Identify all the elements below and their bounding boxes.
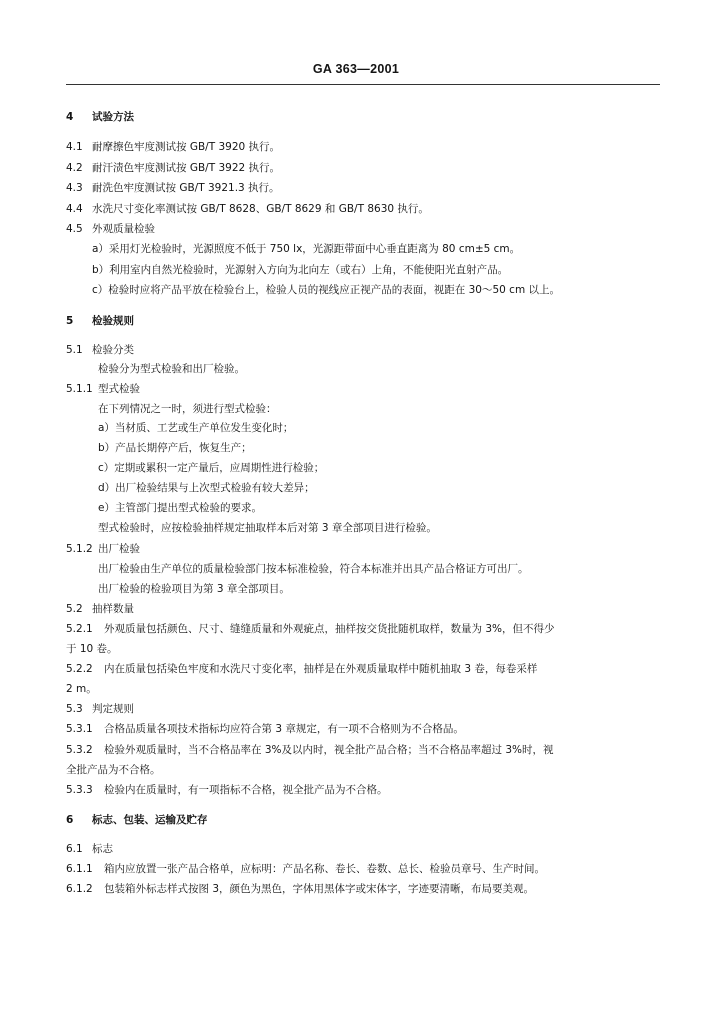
clause-number: 4.2 xyxy=(66,162,83,174)
clause-number: 6.1 xyxy=(66,843,83,855)
clause-5-1-1-a: a）当材质、工艺或生产单位发生变化时； xyxy=(98,422,294,434)
clause-5-1-1-b: b）产品长期停产后，恢复生产； xyxy=(98,442,252,454)
clause-text: 水洗尺寸变化率测试按 GB/T 8628、GB/T 8629 和 GB/T 8630 执行。 xyxy=(92,203,429,215)
clause-number: 5.3.1 xyxy=(66,723,93,735)
clause-number: 4.1 xyxy=(66,141,83,153)
clause-number: 5.3.3 xyxy=(66,784,93,796)
clause-text: 外观质量包括颜色、尺寸、缝缝质量和外观疵点，抽样按交货批随机取样，数量为 3%，但不得少 xyxy=(104,623,555,635)
clause-4-5 xyxy=(66,222,155,236)
clause-5-1-1-e: e）主管部门提出型式检验的要求。 xyxy=(98,502,262,514)
clause-text: 合格品质量各项技术指标均应符合第 3 章规定，有一项不合格则为不合格品。 xyxy=(104,723,464,735)
clause-text: 检验内在质量时，有一项指标不合格，视全批产品为不合格。 xyxy=(104,784,388,796)
clause-text: 包装箱外标志样式按图 3，颜色为黑色，字体用黑体字或宋体字，字迹要清晰，布局要美观。 xyxy=(104,883,535,895)
clause-title: 判定规则 xyxy=(92,703,134,715)
section-number: 5 xyxy=(66,315,74,327)
clause-title: 出厂检验 xyxy=(98,543,140,555)
section-title: 标志、包装、运输及贮存 xyxy=(92,814,208,826)
clause-5-1-1 xyxy=(66,382,140,396)
clause-number: 5.2 xyxy=(66,603,83,615)
clause-number: 6.1.1 xyxy=(66,863,93,875)
section-4-heading xyxy=(66,110,134,124)
clause-number: 5.2.2 xyxy=(66,663,93,675)
clause-number: 5.1.2 xyxy=(66,543,93,555)
clause-5-2-2-cont: 2 m。 xyxy=(66,683,97,695)
section-title: 试验方法 xyxy=(92,111,134,123)
section-number: 4 xyxy=(66,111,74,123)
clause-4-4 xyxy=(66,202,429,216)
clause-5-1-2 xyxy=(66,542,140,556)
clause-text: 耐摩擦色牢度测试按 GB/T 3920 执行。 xyxy=(92,141,281,153)
clause-4-5-c: c）检验时应将产品平放在检验台上，检验人员的视线应正视产品的表面，视距在 30～50 cm 以上。 xyxy=(92,284,561,296)
clause-5-3-2-cont: 全批产品为不合格。 xyxy=(66,764,161,776)
clause-4-3 xyxy=(66,181,280,195)
header-rule xyxy=(66,84,660,85)
clause-number: 4.3 xyxy=(66,182,83,194)
section-6-heading xyxy=(66,813,208,827)
clause-number: 4.4 xyxy=(66,203,83,215)
section-number: 6 xyxy=(66,814,74,826)
clause-5-2-2 xyxy=(66,662,537,676)
clause-text: 耐汗渍色牢度测试按 GB/T 3922 执行。 xyxy=(92,162,281,174)
clause-number: 5.1.1 xyxy=(66,383,93,395)
clause-5-1-1-tail: 型式检验时，应按检验抽样规定抽取样本后对第 3 章全部项目进行检验。 xyxy=(98,522,437,534)
clause-5-3-3 xyxy=(66,783,388,797)
clause-text: 内在质量包括染色牢度和水洗尺寸变化率，抽样是在外观质量取样中随机抽取 3 卷，每卷采样 xyxy=(104,663,538,675)
clause-4-1 xyxy=(66,140,280,154)
clause-number: 5.1 xyxy=(66,344,83,356)
clause-number: 5.2.1 xyxy=(66,623,93,635)
clause-number: 5.3.2 xyxy=(66,744,93,756)
clause-5-1 xyxy=(66,343,134,357)
clause-title: 外观质量检验 xyxy=(92,223,155,235)
clause-text: 检验外观质量时，当不合格品率在 3%及以内时，视全批产品合格；当不合格品率超过 3%时，视 xyxy=(104,744,554,756)
clause-6-1-1 xyxy=(66,862,545,876)
clause-5-1-2-p2: 出厂检验的检验项目为第 3 章全部项目。 xyxy=(98,583,290,595)
clause-4-5-a: a）采用灯光检验时，光源照度不低于 750 lx，光源距带面中心垂直距离为 80 cm±5 cm。 xyxy=(92,243,521,255)
clause-5-1-1-d: d）出厂检验结果与上次型式检验有较大差异； xyxy=(98,482,315,494)
clause-number: 5.3 xyxy=(66,703,83,715)
clause-title: 型式检验 xyxy=(98,383,140,395)
clause-5-2 xyxy=(66,602,134,616)
clause-5-3 xyxy=(66,702,134,716)
clause-number: 6.1.2 xyxy=(66,883,93,895)
clause-5-2-1-cont: 于 10 卷。 xyxy=(66,643,118,655)
clause-5-3-2 xyxy=(66,743,554,757)
clause-4-5-b: b）利用室内自然光检验时，光源射入方向为北向左（或右）上角，不能使阳光直射产品。 xyxy=(92,264,509,276)
clause-5-1-text: 检验分为型式检验和出厂检验。 xyxy=(98,363,245,375)
clause-5-1-1-intro: 在下列情况之一时，须进行型式检验： xyxy=(98,403,277,415)
clause-text: 箱内应放置一张产品合格单，应标明：产品名称、卷长、卷数、总长、检验员章号、生产时间。 xyxy=(104,863,545,875)
clause-title: 检验分类 xyxy=(92,344,134,356)
section-title: 检验规则 xyxy=(92,315,134,327)
clause-text: 耐洗色牢度测试按 GB/T 3921.3 执行。 xyxy=(92,182,280,194)
clause-5-1-2-p1: 出厂检验由生产单位的质量检验部门按本标准检验，符合本标准并出具产品合格证方可出厂。 xyxy=(98,563,529,575)
clause-6-1 xyxy=(66,842,113,856)
clause-number: 4.5 xyxy=(66,223,83,235)
clause-5-1-1-c: c）定期或累积一定产量后，应周期性进行检验； xyxy=(98,462,325,474)
section-5-heading xyxy=(66,314,134,328)
clause-5-2-1 xyxy=(66,622,555,636)
clause-4-2 xyxy=(66,161,280,175)
page-header: GA 363—2001 xyxy=(312,62,400,76)
clause-title: 标志 xyxy=(92,843,113,855)
clause-6-1-2 xyxy=(66,882,534,896)
clause-5-3-1 xyxy=(66,722,464,736)
clause-title: 抽样数量 xyxy=(92,603,134,615)
